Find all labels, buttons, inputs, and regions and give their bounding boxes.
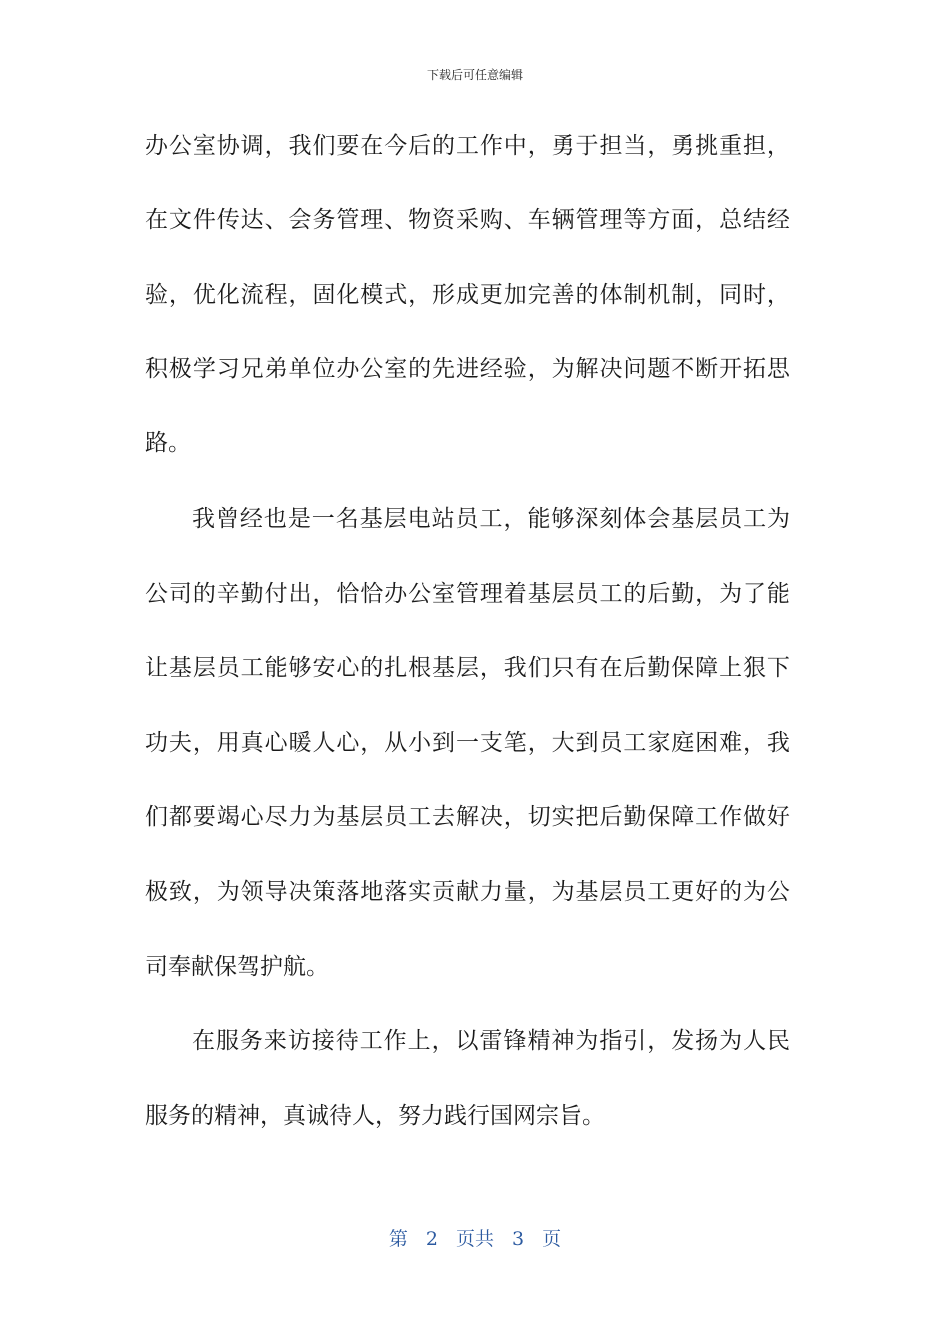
total-pages-number: 3: [512, 1228, 525, 1250]
body-line: 们都要竭心尽力为基层员工去解决，切实把后勤保障工作做好: [145, 804, 791, 830]
footer-suffix: 页: [542, 1228, 562, 1250]
page-footer: [0, 1227, 950, 1251]
current-page-number: 2: [425, 1228, 438, 1250]
footer-middle: 页共: [455, 1228, 494, 1250]
body-line: 极致，为领导决策落地落实贡献力量，为基层员工更好的为公: [145, 879, 791, 905]
body-line: 我曾经也是一名基层电站员工，能够深刻体会基层员工为: [192, 506, 791, 532]
body-line: 在文件传达、会务管理、物资采购、车辆管理等方面，总结经: [145, 207, 791, 233]
body-line: 司奉献保驾护航。: [145, 954, 329, 980]
body-line: 验，优化流程，固化模式，形成更加完善的体制机制，同时，: [145, 282, 791, 308]
body-line: 路。: [145, 430, 191, 456]
body-line: 办公室协调，我们要在今后的工作中，勇于担当，勇挑重担，: [145, 133, 791, 159]
body-line: 在服务来访接待工作上，以雷锋精神为指引，发扬为人民: [192, 1028, 791, 1054]
footer-prefix: 第: [388, 1228, 408, 1250]
body-line: 服务的精神，真诚待人，努力践行国网宗旨。: [145, 1103, 605, 1129]
body-line: 公司的辛勤付出，恰恰办公室管理着基层员工的后勤，为了能: [145, 581, 791, 607]
body-line: 功夫，用真心暖人心，从小到一支笔，大到员工家庭困难，我: [145, 730, 791, 756]
page-header: 下载后可任意编辑: [426, 68, 523, 82]
body-line: 让基层员工能够安心的扎根基层，我们只有在后勤保障上狠下: [145, 655, 791, 681]
body-line: 积极学习兄弟单位办公室的先进经验，为解决问题不断开拓思: [145, 356, 791, 382]
